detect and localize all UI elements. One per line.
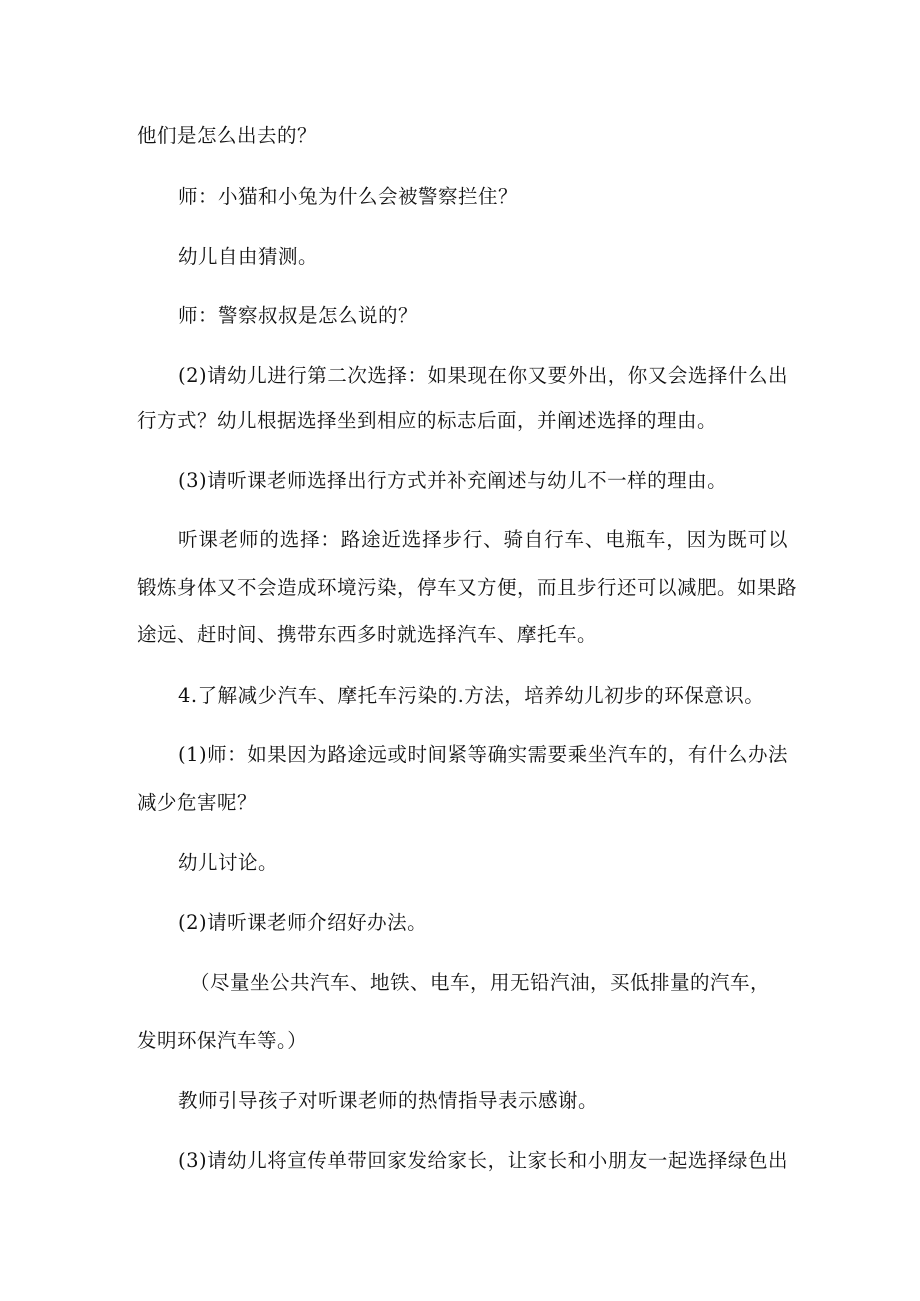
paragraph-line: 幼儿讨论。 — [178, 851, 279, 874]
paragraph-line: 听课老师的选择：路途近选择步行、骑自行车、电瓶车，因为既可以 — [178, 528, 788, 551]
paragraph-line: 途远、赶时间、携带东西多时就选择汽车、摩托车。 — [137, 623, 598, 646]
paragraph-line: （尽量坐公共汽车、地铁、电车，用无铅汽油，买低排量的汽车， — [190, 971, 771, 994]
paragraph-line: (3)请幼儿将宣传单带回家发给家长，让家长和小朋友一起选择绿色出 — [178, 1149, 788, 1172]
paragraph-line: (2)请听课老师介绍好办法。 — [178, 911, 428, 934]
paragraph-line: 减少危害呢？ — [137, 791, 258, 814]
paragraph-line: 幼儿自由猜测。 — [178, 245, 319, 268]
paragraph-line: (1)师：如果因为路途远或时间紧等确实需要乘坐汽车的，有什么办法 — [178, 743, 788, 766]
paragraph-line: 他们是怎么出去的？ — [137, 124, 318, 147]
paragraph-line: (2)请幼儿进行第二次选择：如果现在你又要外出，你又会选择什么出 — [178, 364, 788, 387]
paragraph-line: 行方式？幼儿根据选择坐到相应的标志后面，并阐述选择的理由。 — [137, 409, 718, 432]
paragraph-line: 师：小猫和小兔为什么会被警察拦住？ — [178, 185, 519, 208]
paragraph-line: 4.了解减少汽车、摩托车污染的.方法，培养幼儿初步的环保意识。 — [178, 684, 765, 707]
paragraph-line: (3)请听课老师选择出行方式并补充阐述与幼儿不一样的理由。 — [178, 469, 728, 492]
paragraph-line: 教师引导孩子对听课老师的热情指导表示感谢。 — [178, 1089, 599, 1112]
paragraph-line: 发明环保汽车等。） — [137, 1029, 308, 1052]
paragraph-line: 师：警察叔叔是怎么说的？ — [178, 304, 419, 327]
paragraph-line: 锻炼身体又不会造成环境污染，停车又方便，而且步行还可以减肥。如果路 — [137, 576, 798, 599]
